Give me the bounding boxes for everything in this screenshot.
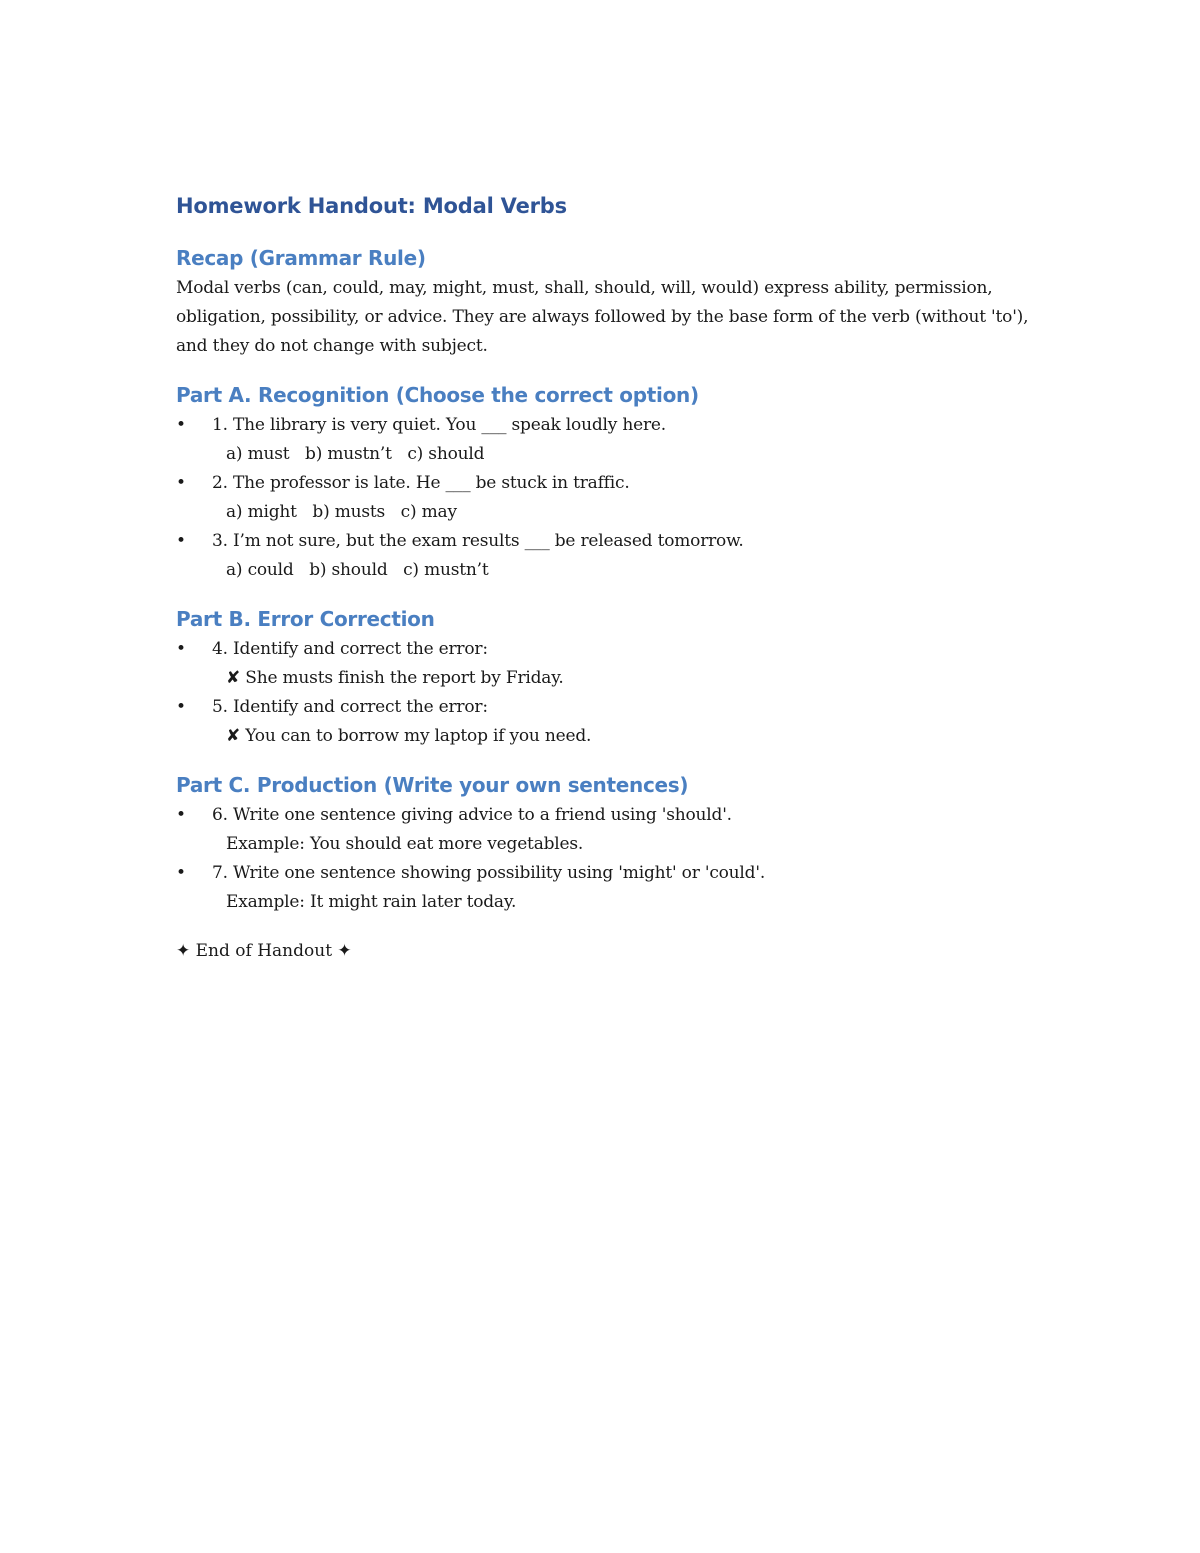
part-c-list [176, 801, 1036, 917]
bullet-icon: • [176, 415, 186, 435]
end-of-handout: ✦ End of Handout ✦ [176, 941, 352, 961]
question-text: 4. Identify and correct the error: [212, 639, 488, 659]
answer-options: a) might b) musts c) may [226, 502, 457, 522]
list-item [176, 859, 1036, 917]
part-b-list [176, 635, 1036, 751]
list-item [176, 411, 1036, 469]
handout-page [176, 190, 1036, 983]
question-text: 1. The library is very quiet. You ___ speak loudly here. [212, 415, 666, 435]
bullet-icon: • [176, 863, 186, 883]
part-b-heading: Part B. Error Correction [176, 607, 435, 631]
bullet-icon: • [176, 805, 186, 825]
part-c-heading: Part C. Production (Write your own sentences) [176, 773, 689, 797]
recap-heading: Recap (Grammar Rule) [176, 246, 426, 270]
answer-options: a) could b) should c) mustn’t [226, 560, 489, 580]
list-item [176, 635, 1036, 693]
list-item [176, 527, 1036, 585]
recap-section [176, 242, 1036, 361]
part-a-heading: Part A. Recognition (Choose the correct option) [176, 383, 699, 407]
list-item [176, 801, 1036, 859]
list-item [176, 469, 1036, 527]
bullet-icon: • [176, 697, 186, 717]
example-text: Example: You should eat more vegetables. [226, 834, 584, 854]
list-item [176, 693, 1036, 751]
answer-options: a) must b) mustn’t c) should [226, 444, 485, 464]
question-text: 7. Write one sentence showing possibility using 'might' or 'could'. [212, 863, 766, 883]
part-c-section [176, 769, 1036, 917]
recap-text: Modal verbs (can, could, may, might, must, shall, should, will, would) express ability, permission, obligation, possibility, or advice. They are always followed by the base form of the verb (without 'to'), and they do not change with subject. [176, 278, 1029, 356]
part-a-list [176, 411, 1036, 585]
part-b-section [176, 603, 1036, 751]
question-text: 2. The professor is late. He ___ be stuck in traffic. [212, 473, 630, 493]
page-title: Homework Handout: Modal Verbs [176, 194, 567, 218]
question-text: 5. Identify and correct the error: [212, 697, 488, 717]
bullet-icon: • [176, 531, 186, 551]
question-text: 3. I’m not sure, but the exam results ___ be released tomorrow. [212, 531, 744, 551]
bullet-icon: • [176, 639, 186, 659]
error-sentence: ✘ You can to borrow my laptop if you need. [226, 726, 592, 746]
error-sentence: ✘ She musts finish the report by Friday. [226, 668, 564, 688]
part-a-section [176, 379, 1036, 585]
bullet-icon: • [176, 473, 186, 493]
example-text: Example: It might rain later today. [226, 892, 517, 912]
question-text: 6. Write one sentence giving advice to a friend using 'should'. [212, 805, 732, 825]
